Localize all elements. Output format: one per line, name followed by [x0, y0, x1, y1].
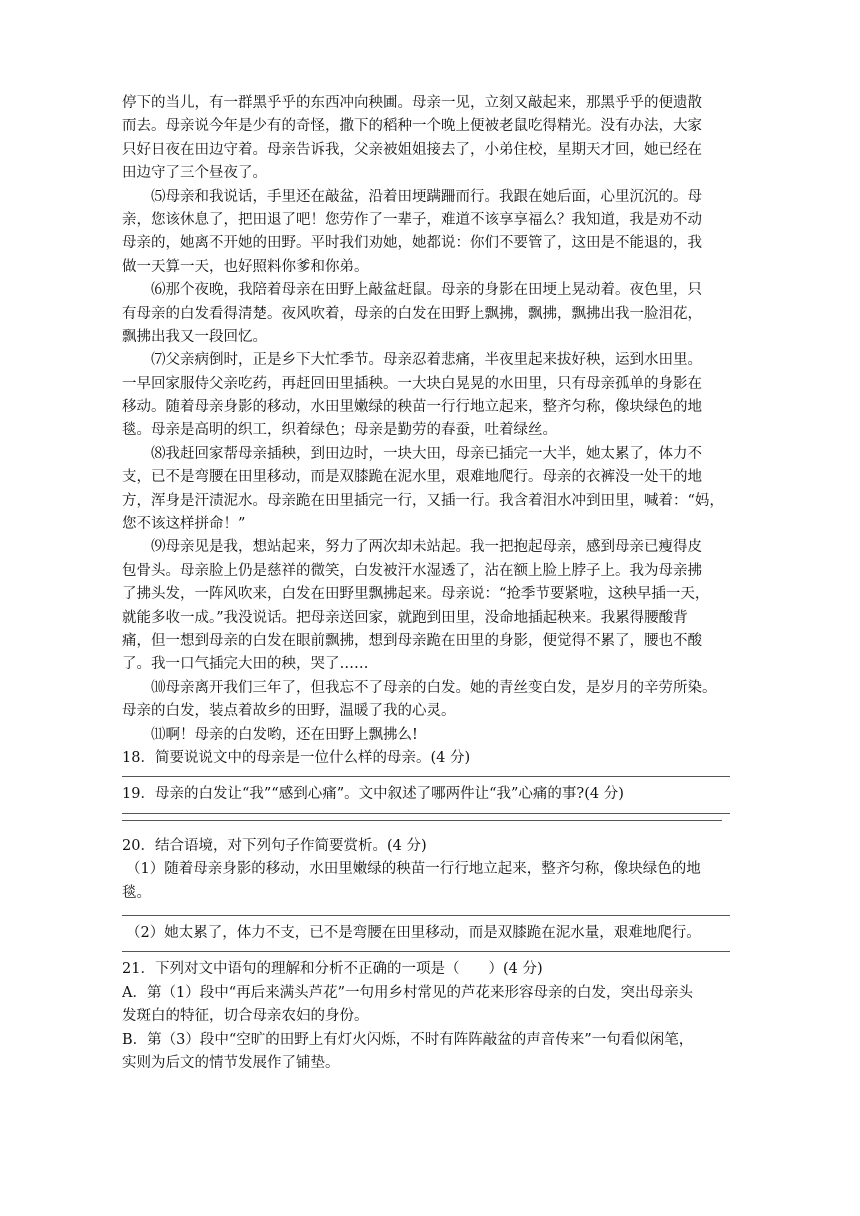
answer-line[interactable] — [122, 813, 730, 814]
passage-line: 停下的当儿，有一群黑乎乎的东西冲向秧圃。母亲一见，立刻又敲起来，那黑乎乎的便遗散 — [122, 95, 702, 111]
question-18: 18．简要说说文中的母亲是一位什么样的母亲。(4 分) — [122, 749, 471, 766]
exam-page — [122, 92, 730, 1075]
passage-line: 飘拂出我又一段回忆。 — [122, 328, 267, 345]
passage-line: 有母亲的白发看得清楚。夜风吹着，母亲的白发在田野上飘拂，飘拂，飘拂出我一脸泪花， — [122, 305, 702, 322]
passage-line: ⑺父亲病倒时，正是乡下大忙季节。母亲忍着悲痛，半夜里起来拔好秧，运到水田里。 — [151, 352, 702, 369]
passage-line: 毯。母亲是高明的织工，织着绿色；母亲是勤劳的春蚕，吐着绿丝。 — [122, 422, 557, 439]
answer-line[interactable] — [122, 915, 730, 916]
passage-line: 田边守了三个昼夜了。 — [122, 165, 267, 182]
passage-line: ⑼母亲见是我，想站起来，努力了两次却未站起。我一把抱起母亲，感到母亲已瘦得皮 — [151, 539, 702, 556]
passage-line: 一早回家服侍父亲吃药，再赶回田里插秧。一大块白晃晃的水田里，只有母亲孤单的身影在 — [122, 375, 702, 392]
question-20-sub1: （1）随着母亲身影的移动，水田里嫩绿的秧苗一行行地立起来，整齐匀称，像块绿色的地 — [126, 861, 701, 878]
passage-line: 您不该这样拼命！” — [122, 516, 246, 533]
passage-line: 母亲的，她离不开她的田野。平时我们劝她，她都说：你们不要管了，这田是不能退的，我 — [122, 235, 702, 252]
question-20: 20．结合语境，对下列句子作简要赏析。(4 分) — [122, 837, 427, 854]
question-21-option-b: B．第（3）段中“空旷的田野上有灯火闪烁，不时有阵阵敲盆的声音传来”一句看似闲笔， — [122, 1031, 694, 1048]
question-20-sub2: （2）她太累了，体力不支，已不是弯腰在田里移动，而是双膝跪在泥水量，艰难地爬行。 — [126, 924, 701, 941]
passage-line: ⑸母亲和我说话，手里还在敲盆，沿着田埂蹒跚而行。我跟在她后面，心里沉沉的。母 — [151, 188, 702, 205]
passage-line: 只好日夜在田边守着。母亲告诉我，父亲被姐姐接去了，小弟住校，星期天才回，她已经在 — [122, 141, 702, 158]
question-21-option-b-cont: 实则为后文的情节发展作了铺垫。 — [122, 1054, 340, 1071]
passage-line: 了。我一口气插完大田的秧，哭了…… — [122, 656, 369, 673]
passage-line: ⑾啊！母亲的白发哟，还在田野上飘拂么! — [151, 726, 418, 743]
passage-line: 痛，但一想到母亲的白发在眼前飘拂，想到母亲跪在田里的身影，便觉得不累了，腰也不酸 — [122, 632, 702, 649]
question-21-option-a-cont: 发斑白的特征，切合母亲农妇的身份。 — [122, 1008, 369, 1025]
answer-line[interactable] — [122, 951, 730, 952]
question-20-sub1-cont: 毯。 — [122, 884, 151, 901]
passage-line: 移动。随着母亲身影的移动，水田里嫩绿的秧苗一行行地立起来，整齐匀称，像块绿色的地 — [122, 399, 702, 416]
answer-line[interactable] — [122, 820, 722, 821]
passage-line: ⑻我赶回家帮母亲插秧，到田边时，一块大田，母亲已插完一大半，她太累了，体力不 — [151, 445, 702, 462]
question-19: 19．母亲的白发让“我”“感到心痛”。文中叙述了哪两件让“我”心痛的事?(4 分) — [122, 786, 624, 803]
passage-line: 就能多收一成。”我没说话。把母亲送回家，就跑到田里，没命地插起秧来。我累得腰酸背 — [122, 609, 688, 626]
passage-line: ⑹那个夜晚，我陪着母亲在田野上敲盆赶鼠。母亲的身影在田埂上晃动着。夜色里，只 — [151, 282, 702, 299]
passage-line: 包骨头。母亲脸上仍是慈祥的微笑，白发被汗水湿透了，沾在额上脸上脖子上。我为母亲拂 — [122, 562, 702, 579]
passage-line: 而去。母亲说今年是少有的奇怪，撒下的稻种一个晚上便被老鼠吃得精光。没有办法，大家 — [122, 118, 702, 135]
question-21: 21．下列对文中语句的理解和分析不正确的一项是（ ）(4 分) — [122, 961, 543, 978]
passage-line: 亲，您该休息了，把田退了吧！您劳作了一辈子，难道不该享享福么？我知道，我是劝不动 — [122, 211, 702, 228]
question-21-option-a: A．第（1）段中“再后来满头芦花”一句用乡村常见的芦花来形容母亲的白发，突出母亲头 — [122, 984, 694, 1001]
answer-line[interactable] — [122, 776, 730, 777]
passage-line: 母亲的白发，装点着故乡的田野，温暖了我的心灵。 — [122, 703, 456, 720]
passage-line: 支，已不是弯腰在田里移动，而是双膝跪在泥水里，艰难地爬行。母亲的衣裤没一处干的地 — [122, 469, 702, 486]
reading-passage — [122, 92, 730, 747]
passage-line: 方，浑身是汗渍泥水。母亲跪在田里插完一行，又插一行。我含着泪水冲到田里，喊着：“妈， — [122, 492, 724, 509]
passage-line: 做一天算一天，也好照料你爹和你弟。 — [122, 258, 369, 275]
passage-line: 了拂头发，一阵风吹来，白发在田野里飘拂起来。母亲说：“抢季节要紧啦，这秧早插一天， — [122, 586, 710, 603]
passage-line: ⑽母亲离开我们三年了，但我忘不了母亲的白发。她的青丝变白发，是岁月的辛劳所染。 — [151, 679, 717, 696]
